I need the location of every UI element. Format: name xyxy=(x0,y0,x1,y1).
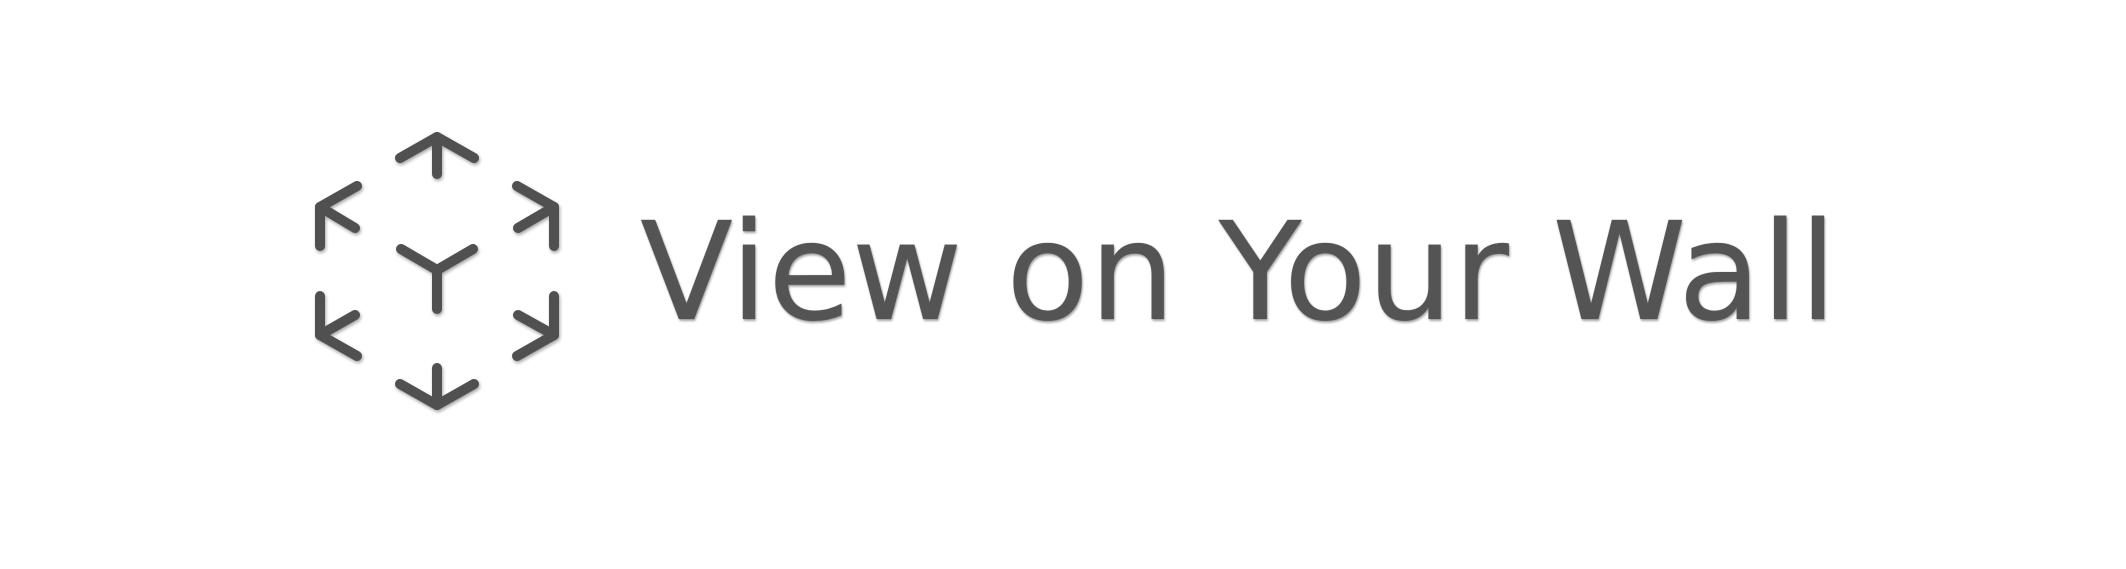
view-on-your-wall-button[interactable] xyxy=(300,126,1840,416)
view-on-your-wall-label: View on Your Wall xyxy=(640,194,1837,352)
ar-cube-icon xyxy=(300,126,560,416)
